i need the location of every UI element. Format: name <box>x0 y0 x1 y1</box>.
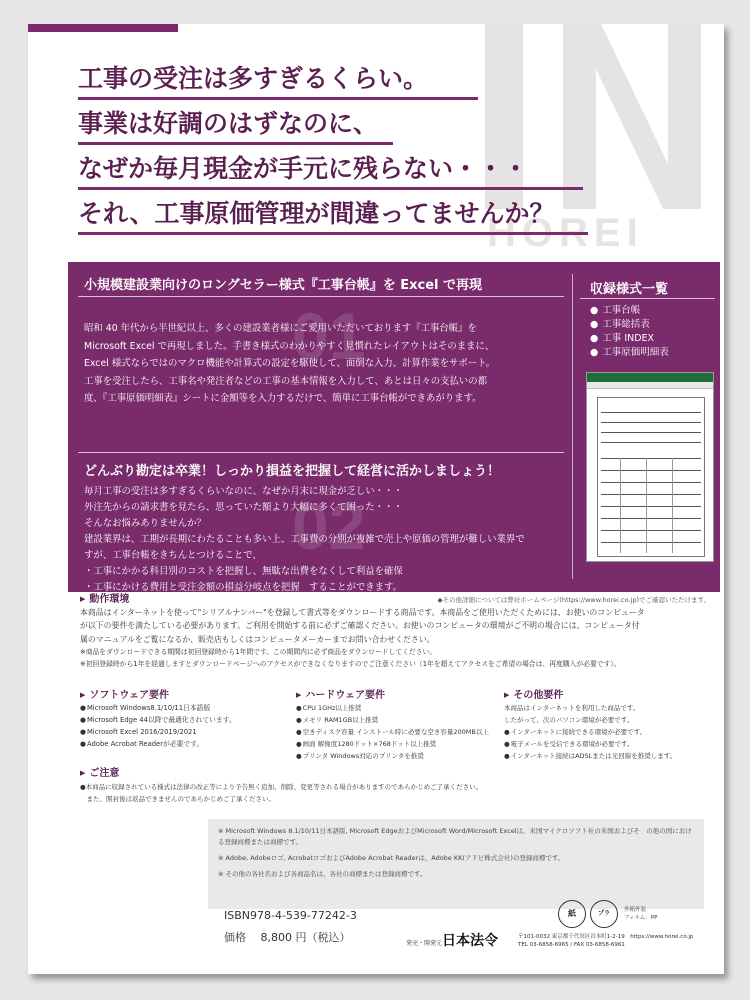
feature-1-body <box>84 320 559 408</box>
grid-line <box>646 458 647 553</box>
disclaimer-line: ※ Adobe, Adobeロゴ, AcrobatロゴおよびAdobe Acrobat Readerは、Adobe KK(アドビ株式会社)の登録商標です。 <box>218 854 565 862</box>
hardware-item: ● 空きディスク容量 インストール時に必要な空き容量200MB以上 <box>296 726 489 738</box>
forms-list-item: ● 工事原価明細表 <box>590 346 669 360</box>
grid-line <box>601 506 701 507</box>
feature-1-line: Excel 様式ならではのマクロ機能や計算式の設定を駆使して、面倒な入力、計算作業をサポート。 <box>84 358 496 369</box>
material-line: 外箱外装 <box>624 907 647 913</box>
feature-2-line: 外注先からの請求書を見たら、思っていた額より大幅に多くて困った・・・ <box>84 502 403 513</box>
headline-line-1: 工事の受注は多すぎるくらい。 <box>78 64 478 100</box>
plastic-recycle-icon: プラ <box>590 900 618 928</box>
software-item: ● Microsoft Edge 44以降で最適化されています。 <box>80 714 236 726</box>
environment-body <box>80 606 645 670</box>
forms-list-item: ● 工事総括表 <box>590 318 669 332</box>
grid-line <box>601 442 701 443</box>
divider <box>78 452 564 453</box>
feature-1-line: 昭和 40 年代から半世紀以上、多くの建設業者様にご愛用いただいております『工事台帳』を <box>84 323 477 334</box>
other-item: ● インターネットに接続できる環境が必要です。 <box>504 726 676 738</box>
other-item: ● インターネット接続はADSLまたは光回線を推奨します。 <box>504 750 676 762</box>
feature-number-2: 02 <box>292 489 366 563</box>
feature-2-line: 毎月工事の受注は多すぎるくらいなのに、なぜか月末に現金が乏しい・・・ <box>84 486 403 497</box>
hardware-item: ● CPU 1GHz以上推奨 <box>296 702 489 714</box>
publisher-logo: 日本法令 <box>442 933 498 949</box>
other-item: ● 電子メールを受信できる環境が必要です。 <box>504 738 676 750</box>
excel-title-bar <box>587 373 713 382</box>
grid-line <box>601 542 701 543</box>
divider <box>78 296 564 297</box>
software-list <box>80 702 236 750</box>
feature-2-line: すが、工事台帳をきちんとつけることで、 <box>84 550 262 561</box>
divider <box>580 298 715 299</box>
forms-list-area <box>580 262 720 592</box>
feature-1-title: 小規模建設業向けのロングセラー様式『工事台帳』を Excel で再現 <box>84 278 483 293</box>
other-heading: ▶ その他要件 <box>504 686 563 701</box>
grid-line <box>601 458 701 459</box>
grid-line <box>601 530 701 531</box>
tel-line: TEL 03-6858-6965 / FAX 03-6858-6961 <box>518 942 625 948</box>
grid-line <box>601 494 701 495</box>
grid-line <box>601 470 701 471</box>
caution-line: ●本商品に収録されている様式は法律の改正等により予告無く追加、削除、変更等される場合がありますのであらかじめご了承ください。 <box>80 783 483 791</box>
feature-text-area <box>68 262 566 592</box>
forms-list <box>590 304 669 360</box>
grid-line <box>601 422 701 423</box>
other-intro-line: したがって、次のパソコン環境が必要です。 <box>504 716 634 724</box>
caution-heading: ▶ ご注意 <box>80 764 119 779</box>
address-line: 〒101-0032 東京都千代田区岩本町1-2-19 https://www.horei.co.jp <box>518 934 694 940</box>
ledger-sheet-title: 工 事 台 帳 <box>632 403 657 409</box>
feature-number-1: 01 <box>292 299 366 373</box>
grid-line <box>601 412 701 413</box>
disclaimer-line: ※ その他の各社名および各商品名は、各社の商標または登録商標です。 <box>218 870 427 878</box>
forms-list-item: ● 工事 INDEX <box>590 332 669 346</box>
ledger-sheet <box>597 397 705 557</box>
headline-line-3: なぜか毎月現金が手元に残らない・・・ <box>78 154 583 190</box>
disclaimer-line: ※ Microsoft Windows 8.1/10/11日本語版, Microsoft EdgeおよびMicrosoft Word/Microsoft Excelは、米国マイクロソフト社の米国およびそ の他の国における登録商標または商標です。 <box>218 827 692 846</box>
other-body <box>504 702 676 762</box>
grid-line <box>620 458 621 553</box>
grid-line <box>601 432 701 433</box>
environment-heading: ▶ 動作環境 <box>80 590 129 605</box>
material-note <box>624 906 657 922</box>
environment-line: 本商品はインターネットを使って"シリアルナンバー"を登録して書式等をダウンロードする商品です。本商品をご使用いただくためには、お使いのコンピュータ <box>80 608 645 617</box>
environment-note: ※商品をダウンロードできる期間は初回登録時から1年間です。この期間内に必ず商品をダウンロードしてください。 <box>80 648 437 657</box>
grid-line <box>601 518 701 519</box>
grid-line <box>601 482 701 483</box>
software-heading: ▶ ソフトウェア要件 <box>80 686 169 701</box>
isbn: ISBN978-4-539-77242-3 <box>224 909 357 922</box>
website-note: ◆その他詳細については弊社ホームページ(https://www.horei.co.jp)でご確認いただけます。 <box>437 596 710 604</box>
feature-2-line: そんなお悩みありませんか？ <box>84 518 206 529</box>
forms-list-item: ● 工事台帳 <box>590 304 669 318</box>
headline <box>78 64 638 244</box>
watermark-text: HOREI <box>487 211 644 254</box>
material-line: フィルム：PP <box>624 915 658 921</box>
headline-line-2: 事業は好調のはずなのに、 <box>78 109 393 145</box>
caution-body <box>80 781 482 805</box>
hardware-item: ● プリンタ Windows対応のプリンタを推奨 <box>296 750 489 762</box>
environment-line: 属のマニュアルをご覧になるか、販売店もしくはコンピュータメーカーまでお問い合わせください。 <box>80 634 435 644</box>
forms-title: 収録様式一覧 <box>590 282 669 297</box>
price: 価格 8,800 円（税込） <box>224 931 351 944</box>
publisher-address <box>518 933 693 949</box>
feature-2-line: ・工事にかかる科目別のコストを把握し、無駄な出費をなくして利益を確保 <box>84 566 403 577</box>
flyer-page <box>28 24 724 974</box>
software-item: ● Adobe Acrobat Readerが必要です。 <box>80 738 236 750</box>
caution-line: また、開封後は返品できませんのであらかじめご了承ください。 <box>80 795 275 803</box>
feature-2-body <box>84 484 564 596</box>
trademark-disclaimer <box>208 819 704 909</box>
paper-recycle-icon: 紙 <box>558 900 586 928</box>
feature-2-title: どんぶり勘定は卒業！しっかり損益を把握して経営に活かしましょう！ <box>84 464 501 479</box>
vertical-divider <box>572 274 573 579</box>
feature-1-line: 度、『工事原価明細表』シートに金額等を入力するだけで、簡単に工事台帳ができあがります。 <box>84 393 482 404</box>
excel-screenshot <box>586 372 714 562</box>
hardware-heading: ▶ ハードウェア要件 <box>296 686 385 701</box>
feature-1-line: Microsoft Excel で再現しました。手書き様式のわかりやすく見慣れたレイアウトはそのままに、 <box>84 340 495 352</box>
software-item: ● Microsoft Excel 2016/2019/2021 <box>80 726 236 738</box>
feature-2-line: ・工事にかける費用と受注金額の損益分岐点を把握 することができます。 <box>84 582 403 593</box>
headline-line-4: それ、工事原価管理が間違ってませんか？ <box>78 199 588 235</box>
hardware-item: ● メモリ RAM1GB以上推奨 <box>296 714 489 726</box>
feature-2-line: 建設業界は、工期が長期にわたることも多い上、工事費の分別が複雑で売上や原価の管理が難しい業界で <box>84 534 525 545</box>
feature-panel <box>68 262 720 592</box>
excel-ribbon <box>587 382 713 389</box>
other-intro-line: 本商品はインターネットを利用した商品です。 <box>504 704 640 712</box>
environment-note: ※初回登録時から1年を経過しますとダウンロードページへのアクセスができなくなりますのでご注意ください（1年を超えてアクセスをご希望の場合は、再度購入が必要です）。 <box>80 660 621 669</box>
top-accent-bar <box>28 24 178 32</box>
publisher-label: 発売・開発元 <box>406 940 443 947</box>
feature-1-line: 工事を受注したら、工事名や発注者などの工事の基本情報を入力して、あとは日々の支払いの都 <box>84 375 487 387</box>
other-list <box>504 726 676 762</box>
environment-line: が以下の要件を満たしている必要があります。ご利用を開始する前に必ずご確認ください。お使いのコンピュータの環境がご不明の場合には、コンピュータ付 <box>80 621 640 631</box>
grid-line <box>672 458 673 553</box>
software-item: ● Microsoft Windows8.1/10/11日本語版 <box>80 702 236 714</box>
hardware-item: ● 画面 解像度1280ドット×768ドット以上推奨 <box>296 738 489 750</box>
hardware-list <box>296 702 489 762</box>
